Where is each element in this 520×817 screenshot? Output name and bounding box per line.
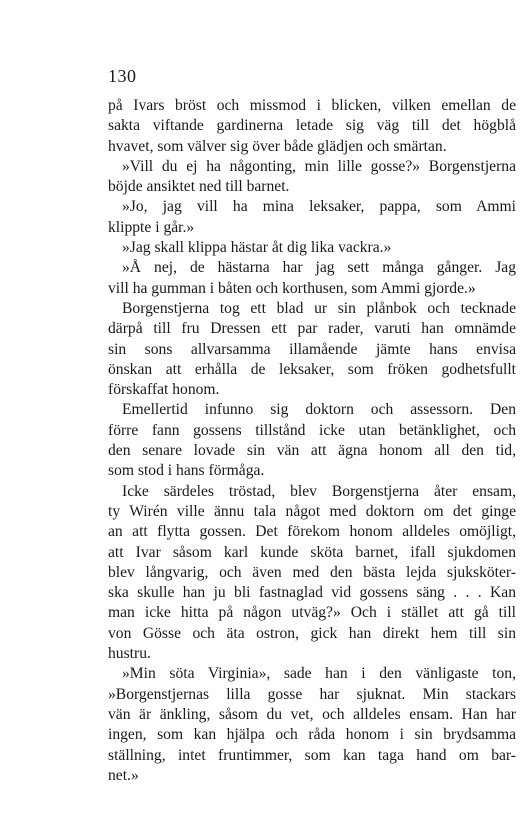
paragraph bbox=[108, 197, 516, 238]
text-line: »Min söta Virginia», sade han i den vänligaste ton, bbox=[122, 665, 516, 683]
text-line: Emellertid infunno sig doktorn och assessorn. Den bbox=[122, 401, 516, 419]
text-line: hvavet, som välver sig över både glädjen och smärtan. bbox=[108, 137, 447, 155]
paragraph bbox=[108, 664, 516, 786]
text-line: klippte i går.» bbox=[108, 218, 195, 236]
text-line: net.» bbox=[108, 766, 139, 784]
text-line: »Jo, jag vill ha mina leksaker, pappa, som Ammi bbox=[122, 198, 516, 216]
text-line: att Ivar såsom karl kunde sköta barnet, ifall sjukdomen bbox=[108, 543, 516, 561]
body-text bbox=[108, 96, 516, 786]
paragraph bbox=[108, 299, 516, 400]
text-line: sakta viftande gardinerna letade sig väg till det högblå bbox=[108, 117, 516, 135]
text-line: »Vill du ej ha någonting, min lille gosse?» Borgenstjerna bbox=[122, 157, 516, 175]
text-line: den senare lovade sin vän att ägna honom all den tid, bbox=[108, 442, 516, 460]
text-line: ingen, som kan hjälpa och råda honom i sin brydsamma bbox=[108, 726, 516, 744]
paragraph bbox=[108, 400, 516, 481]
paragraph bbox=[108, 96, 516, 157]
text-line: ty Wirén ville ännu tala något med doktorn om det ginge bbox=[108, 502, 516, 520]
text-line: vän är änkling, såsom du vet, och alldeles ensam. Han har bbox=[108, 705, 516, 723]
text-line: »Å nej, de hästarna har jag sett många gånger. Jag bbox=[122, 259, 516, 277]
text-line: därpå till fru Dressen ett par rader, varuti han omnämde bbox=[108, 320, 516, 338]
text-line: an att flytta gossen. Det förekom honom alldeles omöjligt, bbox=[108, 523, 516, 541]
text-line: förre fann gossens tillstånd icke utan betänklighet, och bbox=[108, 421, 516, 439]
text-line: ska skulle han ju bli fastnaglad vid gossens säng . . . Kan bbox=[108, 584, 516, 602]
text-line: man icke hitta på någon utväg?» Och i stället att gå till bbox=[108, 604, 516, 622]
text-line: Icke särdeles tröstad, blev Borgenstjerna åter ensam, bbox=[122, 482, 516, 500]
paragraph bbox=[108, 238, 516, 258]
text-line: sin sons allvarsamma illamående jämte hans envisa bbox=[108, 340, 516, 358]
page-number: 130 bbox=[108, 66, 137, 86]
text-line: ställning, intet fruntimmer, som kan taga hand om bar- bbox=[108, 746, 516, 764]
text-line: blev långvarig, och även med den bästa lejda sjuksköter- bbox=[108, 563, 516, 581]
text-line: »Borgenstjernas lilla gosse har sjuknat. Min stackars bbox=[108, 685, 516, 703]
text-line: på Ivars bröst och missmod i blicken, vilken emellan de bbox=[108, 97, 516, 114]
text-line: Borgenstjerna tog ett blad ur sin plånbok och tecknade bbox=[122, 299, 516, 317]
paragraph bbox=[108, 157, 516, 198]
text-line: von Gösse och äta ostron, gick han direkt hem till sin bbox=[108, 624, 516, 642]
text-line: hustru. bbox=[108, 645, 151, 663]
text-line: förskaffat honom. bbox=[108, 381, 220, 399]
paragraph bbox=[108, 482, 516, 665]
text-line: önskan att erhålla de leksaker, som fröken godhetsfullt bbox=[108, 360, 516, 378]
text-line: vill ha gumman i båten och korthusen, som Ammi gjorde.» bbox=[108, 279, 476, 297]
text-line: böjde ansiktet ned till barnet. bbox=[108, 178, 290, 196]
text-line: »Jag skall klippa hästar åt dig lika vackra.» bbox=[122, 239, 392, 257]
text-line: som stod i hans förmåga. bbox=[108, 462, 265, 480]
paragraph bbox=[108, 258, 516, 299]
